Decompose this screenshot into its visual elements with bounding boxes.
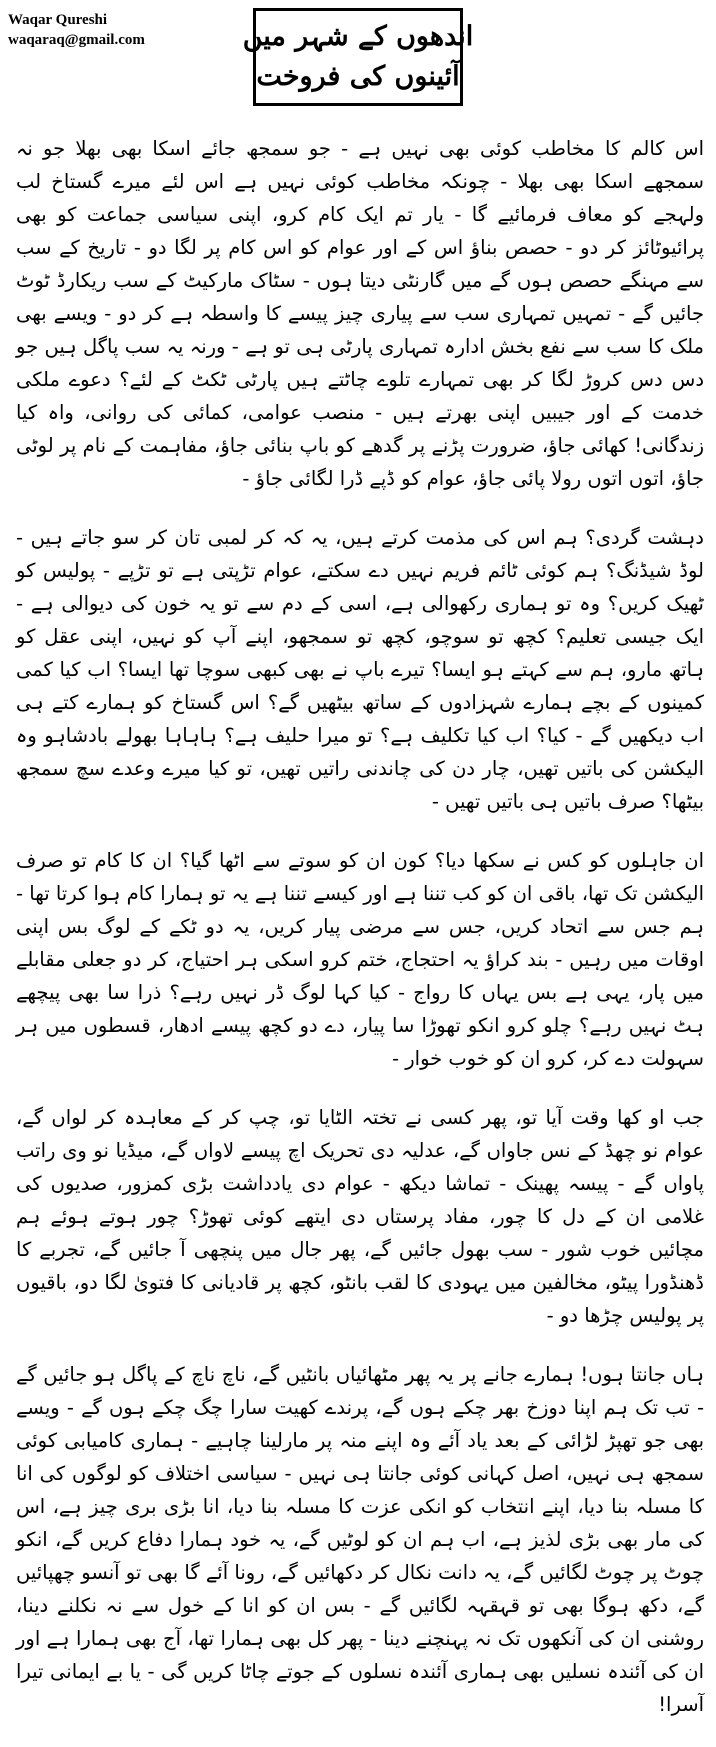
- headline-box: [242, 8, 474, 106]
- article-paragraph-4: جب او کھا وقت آیا تو، پھر کسی نے تختہ الٹایا تو، چپ کر کے معاہدہ کر لواں گے، عوام نو چھڈ کے نس جاواں گے، عدلیہ دی تحریک اچ پیسے لاواں گے، میڈیا نو وی راتب پاواں گے - پیسہ پھینک - تماشا دیکھ - عوام دی یادداشت بڑی کمزور، صدیوں کی غلامی ان کے دل کا چور، مفاد پرستاں دی ایتھے کوئی تھوڑ؟ چور ہوتے ہوئے ہم مچائیں خوب شور - سب بھول جائیں گے، پھر جال میں پنچھی آ جائیں گے، تجربے کا ڈھنڈورا پیٹو، مخالفین میں یہودی کا لقب بانٹو، کچھ پر قادیانی کا فتویٰ لگا دو، باقیوں پر پولیس چڑھا دو -: [16, 1106, 704, 1327]
- article-paragraph-5: ہاں جانتا ہوں! ہمارے جانے پر یہ پھر مٹھائیاں بانٹیں گے، ناچ ناچ کے پاگل ہو جائیں گے - تب تک ہم اپنا دوزخ بھر چکے ہوں گے، پرندے کھیت سارا چگ چکے ہوں گے - ویسے بھی جو تھپڑ لڑائی کے بعد یاد آئے وہ اپنے منہ پر مارلینا چاہیے - ہماری کامیابی کوئی سمجھ ہی نہیں، اصل کہانی کوئی جانتا ہی نہیں - سیاسی اختلاف کو لوگوں کی انا کا مسلہ بنا دیا، اپنے انتخاب کو انکی عزت کا مسلہ بنا دیا، انا بڑی بری چیز ہے، اس کی مار بھی بڑی لذیز ہے، اب ہم ان کو لوٹیں گے، یہ خود ہمارا دفاع کریں گے، انکو چوٹ پر چوٹ لگائیں گے، یہ دانت نکال کر دکھائیں گے، رونا آئے گا بھی تو آنسو چھپائیں گے، دکھ ہوگا بھی تو قہقہہ لگائیں گے - بس ان کو انا کے خول سے نہ نکلنے دینا، روشنی ان کی آنکھوں تک نہ پہنچنے دینا - پھر کل بھی ہمارا تھا، آج بھی ہمارا ہے اور ان کی آئندہ نسلیں بھی ہماری آئندہ نسلوں کے جوتے چاٹا کریں گی - یا بے ایمانی تیرا آسرا!: [16, 1363, 704, 1716]
- article-paragraph-1: اس کالم کا مخاطب کوئی بھی نہیں ہے - جو سمجھ جائے اسکا بھی بھلا جو نہ سمجھے اسکا بھی بھلا - چونکہ مخاطب کوئی نہیں ہے اس لئے میرے گستاخ لب ولہجے کو معاف فرمائیے گا - یار تم ایک کام کرو، اپنی سیاسی جماعت کو بھی پرائیوٹائز کر دو - حصص بناؤ اس کے اور عوام کو اس کام پر لگا دو - تاریخ کے سب سے مہنگے حصص ہوں گے میں گارنٹی دیتا ہوں - سٹاک مارکیٹ کے سب ریکارڈ ٹوٹ جائیں گے - تمہیں تمہاری سب سے پیاری چیز پیسے کا واسطہ ہے کر دو - ویسے بھی ملک کا سب سے نفع بخش ادارہ تمہاری پارٹی ہی تو ہے - ورنہ یہ سب پاگل ہیں جو دس دس کروڑ لگا کر بھی تمہارے تلوے چاٹتے ہیں پارٹی ٹکٹ کے لئے؟ دعوے ملکی خدمت کے اور جیبیں اپنی بھرتے ہیں - منصب عوامی، کمائی کی روانی، واہ کیا زندگانی! کھائی جاؤ، ضرورت پڑنے پر گدھے کو باپ بنائی جاؤ، مفاہمت کے نام پر لوٹی جاؤ، اتوں اتوں رولا پائی جاؤ، عوام کو ڈپے ڈرا لگائی جاؤ -: [16, 137, 704, 490]
- headline-line-1: اندھوں کے شہر میں: [242, 21, 474, 52]
- article-body: [16, 132, 704, 1747]
- author-byline: [8, 10, 145, 50]
- headline-line-2: آئینوں کی فروخت: [256, 61, 460, 92]
- author-name: Waqar Qureshi: [8, 12, 108, 28]
- article-paragraph-2: دہشت گردی؟ ہم اس کی مذمت کرتے ہیں، یہ کہ کر لمبی تان کر سو جاتے ہیں - لوڈ شیڈنگ؟ ہم کوئی ٹائم فریم نہیں دے سکتے، عوام تڑپتی ہے تو تڑپے - پولیس کو ٹھیک کریں؟ وہ تو ہماری رکھوالی ہے، اسی کے دم سے تو یہ خون کی دیوالی ہے - ایک جیسی تعلیم؟ کچھ تو سوچو، کچھ تو سمجھو، اپنے آپ کو نہیں، اپنی عقل کو ہاتھ مارو، ہم سے کہتے ہو ایسا؟ تیرے باپ نے بھی کبھی سوچا تھا ایسا؟ اب کیا کمی کمینوں کے بچے ہمارے شہزادوں کے ساتھ بیٹھیں گے؟ اس گستاخ کو ہمارے کتے ہی اب دیکھیں گے - کیا؟ اب کیا تکلیف ہے؟ تو میرا حلیف ہے؟ ہاہاہا بھولے بادشاہو وہ الیکشن کی باتیں تھیں، چار دن کی چاندنی راتیں تھیں، تو کیا میرے وعدے سچ سمجھ بیٹھا؟ صرف باتیں ہی باتیں تھیں -: [16, 526, 704, 813]
- author-email: waqaraq@gmail.com: [8, 32, 145, 48]
- article-paragraph-3: ان جاہلوں کو کس نے سکھا دیا؟ کون ان کو سوتے سے اٹھا گیا؟ ان کا کام تو صرف الیکشن تک تھا، باقی ان کو کب تننا ہے اور کیسے تننا ہے یہ تو ہمارا کام ہوا کرتا تھا - ہم جس سے اتحاد کریں، جس سے مرضی پیار کریں، یہ دو ٹکے کے لوگ بس اپنی اوقات میں رہیں - بند کراؤ یہ احتجاج، ختم کرو اسکی ہر احتیاج، کر دو جعلی مقابلے میں پار، یہی ہے بس یہاں کا رواج - کیا کہا لوگ ڈر نہیں رہے؟ ذرا سا بھی پیچھے ہٹ نہیں رہے؟ چلو کرو انکو تھوڑا سا پیار، دے دو کچھ پیسے ادھار، قسطوں میں ہر سہولت دے کر، کرو ان کو خوب خوار -: [16, 849, 704, 1070]
